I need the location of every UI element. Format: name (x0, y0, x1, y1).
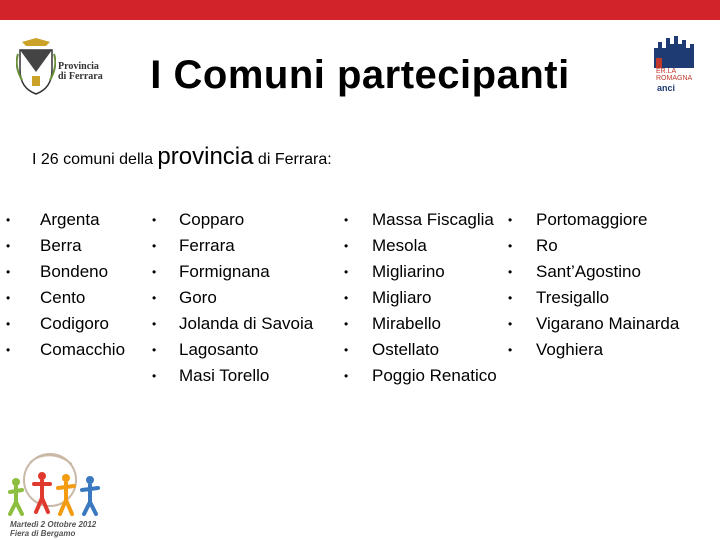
comune-name: Voghiera (536, 340, 604, 359)
comune-name: Goro (179, 288, 217, 307)
comune-item (6, 207, 125, 233)
bullet-icon: • (344, 213, 349, 227)
comune-item (508, 285, 679, 311)
comune-item (6, 233, 125, 259)
subtitle-part3: di Ferrara: (257, 151, 332, 168)
bullet-icon: • (152, 317, 157, 331)
comune-item (508, 259, 679, 285)
comune-name: Mirabello (372, 314, 441, 333)
bullet-icon: • (344, 291, 349, 305)
bullet-icon: • (508, 265, 513, 279)
comuni-column-4 (508, 207, 680, 363)
comune-name: Jolanda di Savoia (179, 314, 314, 333)
logo-left-line1: Provincia (58, 61, 99, 72)
comune-item (344, 337, 497, 363)
comune-item (344, 285, 497, 311)
comune-item (152, 207, 313, 233)
comune-name: Ostellato (372, 340, 440, 359)
comune-name: Formignana (179, 262, 270, 281)
comune-item (508, 311, 680, 337)
top-red-bar (0, 0, 720, 20)
subtitle-part1: I 26 comuni della (32, 151, 153, 168)
bullet-icon: • (344, 369, 349, 383)
bullet-icon: • (508, 213, 513, 227)
comune-item (152, 259, 313, 285)
comune-item (508, 233, 679, 259)
comune-name: Migliaro (372, 288, 432, 307)
comune-name: Poggio Renatico (372, 366, 497, 385)
comune-item (6, 259, 125, 285)
comune-name: Copparo (179, 210, 245, 229)
page-title: I Comuni partecipanti (150, 53, 570, 97)
comune-name: Mesola (372, 236, 427, 255)
comune-item (152, 337, 313, 363)
comune-item (6, 337, 126, 363)
bullet-icon: • (344, 239, 349, 253)
bullet-icon: • (344, 265, 349, 279)
bullet-icon: • (508, 317, 513, 331)
comune-name: Massa Fiscaglia (372, 210, 494, 229)
bullet-icon: • (344, 343, 349, 357)
comune-item (152, 285, 313, 311)
logo-right-line1: ER.LA (656, 68, 677, 75)
comune-item (508, 337, 679, 363)
comune-item (152, 233, 313, 259)
comune-item (344, 363, 497, 389)
people-figures-icon (0, 440, 120, 520)
bullet-icon: • (344, 317, 349, 331)
bullet-icon: • (152, 343, 157, 357)
bullet-icon: • (6, 213, 11, 227)
castle-icon (652, 34, 696, 68)
bullet-icon: • (6, 343, 11, 357)
comune-name: Cento (40, 288, 86, 307)
bullet-icon: • (152, 213, 157, 227)
subtitle-part2: provincia (157, 143, 254, 170)
comune-name: Sant’Agostino (536, 262, 641, 281)
bullet-icon: • (152, 239, 157, 253)
comune-item (344, 207, 497, 233)
comune-item (344, 311, 497, 337)
comune-name: Argenta (40, 210, 100, 229)
comune-item (508, 207, 679, 233)
bullet-icon: • (152, 369, 157, 383)
bullet-icon: • (508, 291, 513, 305)
bullet-icon: • (508, 239, 513, 253)
event-date: Martedì 2 Ottobre 2012 (10, 520, 97, 529)
event-venue: Fiera di Bergamo (10, 529, 76, 538)
subtitle (32, 143, 332, 171)
comune-name: Migliarino (372, 262, 445, 281)
comune-item (344, 233, 497, 259)
comune-item (6, 285, 125, 311)
comune-name: Tresigallo (536, 288, 610, 307)
bullet-icon: • (152, 291, 157, 305)
comune-name: Bondeno (40, 262, 109, 281)
bullet-icon: • (6, 291, 11, 305)
anci-emilia-romagna-logo (650, 34, 698, 92)
logo-right-line3: anci (657, 83, 676, 93)
comune-item (6, 311, 125, 337)
comune-name: Vigarano Mainarda (536, 314, 680, 333)
bullet-icon: • (508, 343, 513, 357)
comune-name: Ro (536, 236, 558, 255)
comuni-column-1 (6, 207, 126, 363)
comune-item (344, 259, 497, 285)
bullet-icon: • (6, 265, 11, 279)
comune-item (152, 363, 313, 389)
bullet-icon: • (152, 265, 157, 279)
comune-name: Comacchio (40, 340, 126, 359)
comuni-column-3 (344, 207, 497, 389)
bullet-icon: • (6, 317, 11, 331)
logo-left-line2: di Ferrara (58, 71, 103, 82)
comune-name: Lagosanto (179, 340, 259, 359)
event-logo (0, 440, 130, 540)
bullet-icon: • (6, 239, 11, 253)
comune-name: Ferrara (179, 236, 235, 255)
comune-name: Berra (40, 236, 82, 255)
comune-name: Portomaggiore (536, 210, 648, 229)
comune-name: Codigoro (40, 314, 109, 333)
comune-name: Masi Torello (179, 366, 270, 385)
logo-right-line2: ROMAGNA (656, 75, 693, 82)
comuni-column-2 (152, 207, 314, 389)
comune-item (152, 311, 314, 337)
